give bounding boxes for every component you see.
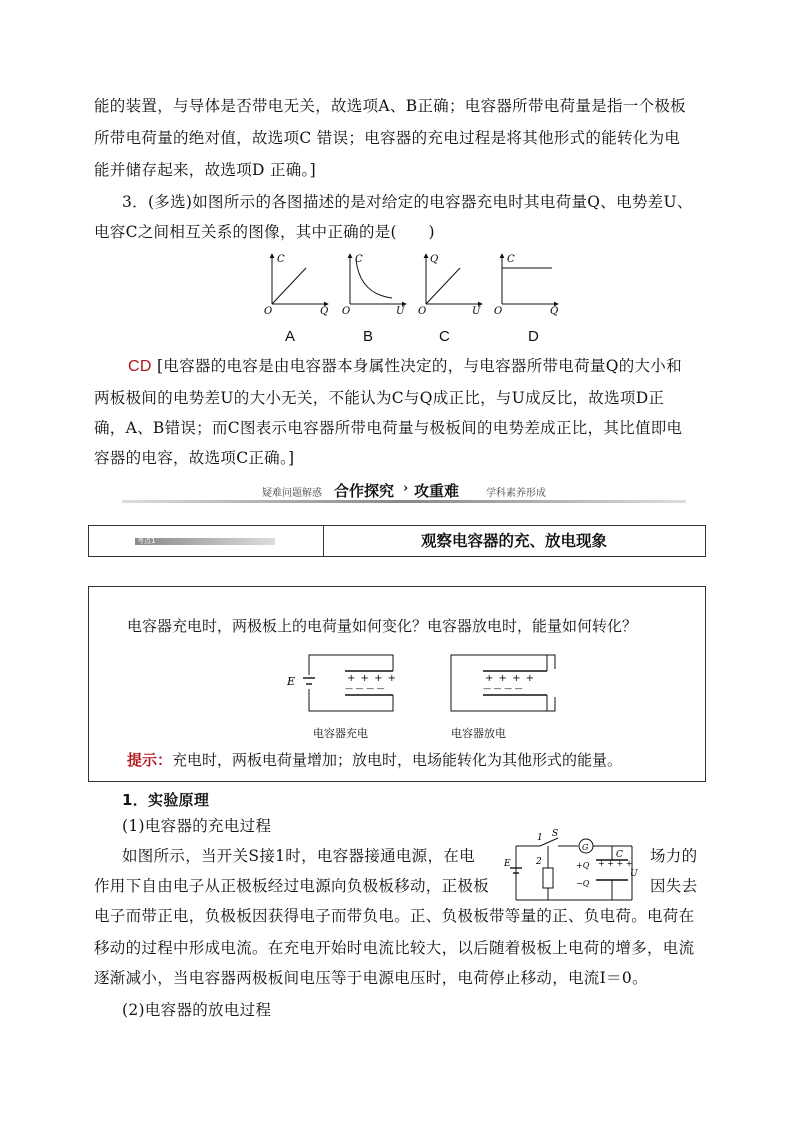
graph-label-b: B xyxy=(363,328,374,345)
graph-c-x-label: U xyxy=(472,306,481,317)
answer-key: CD xyxy=(128,358,152,375)
graphs-figure xyxy=(256,250,576,322)
text-line: 所带电荷量的绝对值，故选项C 错误；电容器的充电过程是将其他形式的能转化为电 xyxy=(94,129,681,147)
answer-text: [电容器的电容是由电容器本身属性决定的，与电容器所带电荷量Q的大小和 xyxy=(156,357,682,375)
caption-discharge: 电容器放电 xyxy=(451,727,506,740)
hint xyxy=(127,749,622,770)
banner-left: 疑难问题解惑 xyxy=(262,488,322,499)
graph-c xyxy=(418,254,482,317)
topic-title: 观察电容器的充、放电现象 xyxy=(420,532,607,550)
switch-circuit-diagram xyxy=(500,826,642,906)
para-line5: 逐渐减小，当电容器两极板间电压等于电源电压时，电荷停止移动，电流I＝0。 xyxy=(94,969,648,987)
para-line2: 作用下自由电子从正极板经过电源向负极板移动，正极板 xyxy=(94,877,490,895)
plus-signs: + + + + xyxy=(347,673,398,684)
label-1: 1 xyxy=(537,833,543,843)
graph-b xyxy=(342,254,406,317)
graph-a-origin: O xyxy=(264,306,273,317)
subheading-charge: (1)电容器的充电过程 xyxy=(122,817,272,835)
question-3-line1: 3．(多选)如图所示的各图描述的是对给定的电容器充电时其电荷量Q、电势差U、 xyxy=(122,193,693,211)
graph-b-y-label: C xyxy=(355,254,363,265)
para-line1: 如图所示，当开关S接1时，电容器接通电源，在电 xyxy=(122,847,475,865)
question-box xyxy=(88,586,706,782)
answer-line3: 确，A、B错误；而C图表示电容器所带电荷量与极板间的电势差成正比，其比值即电 xyxy=(94,419,683,437)
label-plus-q: +Q xyxy=(576,861,590,870)
emf-label: E xyxy=(287,675,296,688)
hint-label: 提示： xyxy=(127,751,173,769)
graph-label-c: C xyxy=(439,328,450,345)
label-s: S xyxy=(552,829,559,839)
label-g: G xyxy=(582,843,589,852)
banner-title: 合作探究 xyxy=(334,482,395,500)
subheading-discharge: (2)电容器的放电过程 xyxy=(122,1001,272,1019)
para-line3: 电子而带正电，负极板因获得电子而带负电。正、负极板带等量的正、负电荷。电荷在 xyxy=(94,907,695,925)
plus-signs-2: + + + + xyxy=(485,673,536,684)
graph-b-x-label: U xyxy=(396,306,405,317)
box-question: 电容器充电时，两极板上的电荷量如何变化？电容器放电时，能量如何转化？ xyxy=(127,617,638,635)
graph-a-x-label: Q xyxy=(320,306,329,317)
answer-line4: 容器的电容，故选项C正确。] xyxy=(94,449,295,467)
graph-label-d: D xyxy=(528,328,539,345)
graph-d xyxy=(494,254,558,317)
answer-line1 xyxy=(128,356,682,377)
label-minus-q: −Q xyxy=(576,879,590,888)
label-2: 2 xyxy=(536,857,542,867)
graph-d-y-label: C xyxy=(507,254,515,265)
hint-text: 充电时，两板电荷量增加；放电时，电场能转化为其他形式的能量。 xyxy=(172,751,623,769)
caption-charge: 电容器充电 xyxy=(313,727,368,740)
graph-b-origin: O xyxy=(342,306,351,317)
para-line2-tail: 因失去 xyxy=(650,877,698,895)
para-line4: 移动的过程中形成电流。在充电开始时电流比较大，以后随着极板上电荷的增多，电流 xyxy=(94,939,695,957)
section-banner xyxy=(122,480,686,506)
graph-d-x-label: Q xyxy=(550,306,559,317)
graph-a xyxy=(264,254,328,317)
topic-tag-bar xyxy=(135,538,275,545)
graph-label-a: A xyxy=(285,328,296,345)
label-u: U xyxy=(630,869,638,879)
graph-c-origin: O xyxy=(418,306,427,317)
text-line: 能并储存起来，故选项D 正确。] xyxy=(94,161,316,179)
topic-table xyxy=(88,525,706,557)
question-3-line2: 电容C之间相互关系的图像，其中正确的是( ) xyxy=(94,223,435,241)
banner-arrow: › xyxy=(403,481,409,496)
minus-signs-2: — — — — xyxy=(483,684,523,693)
para-line1-tail: 场力的 xyxy=(650,847,698,865)
graph-d-origin: O xyxy=(494,306,503,317)
banner-right: 学科素养形成 xyxy=(486,488,546,499)
minus-signs: — — — — xyxy=(345,684,385,693)
answer-line2: 两板极间的电势差U的大小无关，不能认为C与Q成正比，与U成反比，故选项D正 xyxy=(94,389,665,407)
section-heading: 1．实验原理 xyxy=(122,791,210,809)
topic-tag: 考点1 xyxy=(137,537,156,545)
svg-text:+ + + +: + + + + xyxy=(598,859,633,868)
label-e: E xyxy=(504,859,511,869)
graph-c-y-label: Q xyxy=(430,254,439,265)
graph-a-y-label: C xyxy=(277,254,285,265)
label-c: C xyxy=(616,850,623,860)
text-line: 能的装置，与导体是否带电无关，故选项A、B正确；电容器所带电荷量是指一个极板 xyxy=(94,97,686,115)
banner-title2: 攻重难 xyxy=(414,482,460,500)
topic-tag-cell xyxy=(89,526,324,556)
